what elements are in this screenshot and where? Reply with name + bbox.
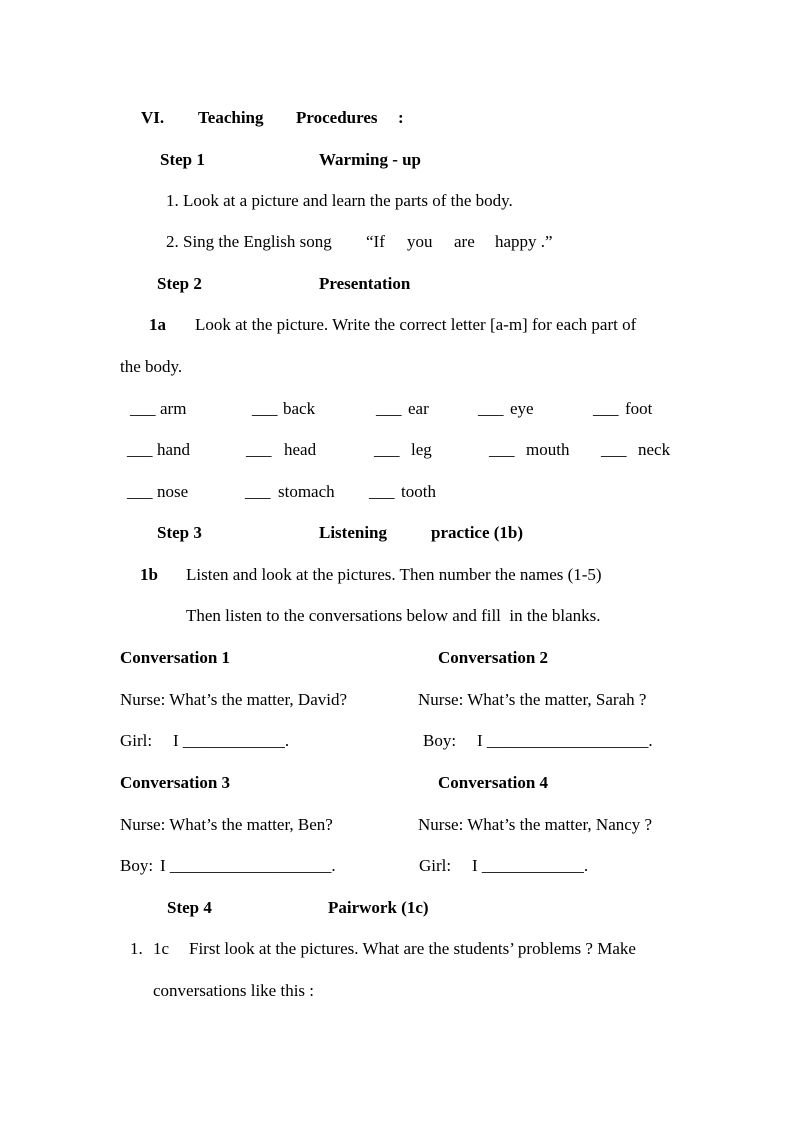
- conversation-1-question: Nurse: What’s the matter, David?: [120, 690, 348, 709]
- conversation-3-speaker: Boy:: [120, 856, 154, 875]
- word-eye: eye: [510, 399, 534, 418]
- step4-title: Pairwork (1c): [328, 898, 429, 917]
- song-word-happy: happy .”: [495, 232, 553, 251]
- word-hand: hand: [157, 440, 191, 459]
- conversation-4-title: Conversation 4: [438, 773, 549, 792]
- word-foot: foot: [625, 399, 653, 418]
- task-1a-text-cont: the body.: [120, 357, 183, 376]
- conversation-2-speaker: Boy:: [423, 731, 457, 750]
- word-blank: ___: [601, 440, 627, 459]
- conversation-4-speaker: Girl:: [419, 856, 452, 875]
- word-stomach: stomach: [278, 482, 335, 501]
- conversation-1-title: Conversation 1: [120, 648, 231, 667]
- conversation-3-answer-blank: I ___________________.: [160, 856, 336, 875]
- section-title-word-teaching: Teaching: [198, 108, 264, 127]
- word-nose: nose: [157, 482, 189, 501]
- section-numeral: VI.: [141, 108, 165, 127]
- word-blank: ___: [369, 482, 395, 501]
- step1-item-1: 1. Look at a picture and learn the parts of the body.: [166, 191, 513, 210]
- task-1c-number: 1c: [153, 939, 170, 958]
- conversation-1-speaker: Girl:: [120, 731, 153, 750]
- task-1b-text: Listen and look at the pictures. Then number the names (1-5): [186, 565, 602, 584]
- conversation-4-answer-blank: I ____________.: [472, 856, 589, 875]
- conversation-1-answer-blank: I ____________.: [173, 731, 290, 750]
- word-blank: ___: [127, 482, 153, 501]
- song-word-are: are: [454, 232, 475, 251]
- conversation-3-question: Nurse: What’s the matter, Ben?: [120, 815, 333, 834]
- word-ear: ear: [408, 399, 429, 418]
- word-back: back: [283, 399, 316, 418]
- word-tooth: tooth: [401, 482, 436, 501]
- conversation-4-question: Nurse: What’s the matter, Nancy ?: [418, 815, 653, 834]
- task-1b-text-cont: Then listen to the conversations below and fill in the blanks.: [186, 606, 601, 625]
- word-blank: ___: [127, 440, 153, 459]
- conversation-2-title: Conversation 2: [438, 648, 549, 667]
- task-1b-number: 1b: [140, 565, 158, 584]
- conversation-3-title: Conversation 3: [120, 773, 231, 792]
- step1-title: Warming - up: [319, 150, 422, 169]
- section-title-colon: :: [398, 108, 404, 127]
- conversation-2-question: Nurse: What’s the matter, Sarah ?: [418, 690, 647, 709]
- word-blank: ___: [374, 440, 400, 459]
- word-blank: ___: [246, 440, 272, 459]
- word-neck: neck: [638, 440, 671, 459]
- step4-item-number: 1.: [130, 939, 143, 958]
- step4-label: Step 4: [167, 898, 212, 917]
- word-blank: ___: [130, 399, 156, 418]
- word-blank: ___: [593, 399, 619, 418]
- step1-label: Step 1: [160, 150, 205, 169]
- song-word-if: “If: [366, 232, 385, 251]
- task-1a-number: 1a: [149, 315, 166, 334]
- step3-title-listening: Listening: [319, 523, 388, 542]
- word-head: head: [284, 440, 317, 459]
- word-arm: arm: [160, 399, 187, 418]
- word-blank: ___: [245, 482, 271, 501]
- word-blank: ___: [252, 399, 278, 418]
- step3-label: Step 3: [157, 523, 202, 542]
- word-mouth: mouth: [526, 440, 570, 459]
- word-blank: ___: [489, 440, 515, 459]
- word-blank: ___: [478, 399, 504, 418]
- word-blank: ___: [376, 399, 402, 418]
- task-1c-text: First look at the pictures. What are the students’ problems ? Make: [189, 939, 636, 958]
- step2-label: Step 2: [157, 274, 202, 293]
- step2-title: Presentation: [319, 274, 411, 293]
- step1-item-2: 2. Sing the English song: [166, 232, 332, 251]
- task-1c-text-cont: conversations like this :: [153, 981, 315, 1000]
- word-leg: leg: [411, 440, 432, 459]
- section-title-word-procedures: Procedures: [296, 108, 378, 127]
- task-1a-text: Look at the picture. Write the correct letter [a-m] for each part of: [195, 315, 637, 334]
- song-word-you: you: [407, 232, 433, 251]
- conversation-2-answer-blank: I ___________________.: [477, 731, 653, 750]
- step3-title-practice: practice (1b): [431, 523, 524, 542]
